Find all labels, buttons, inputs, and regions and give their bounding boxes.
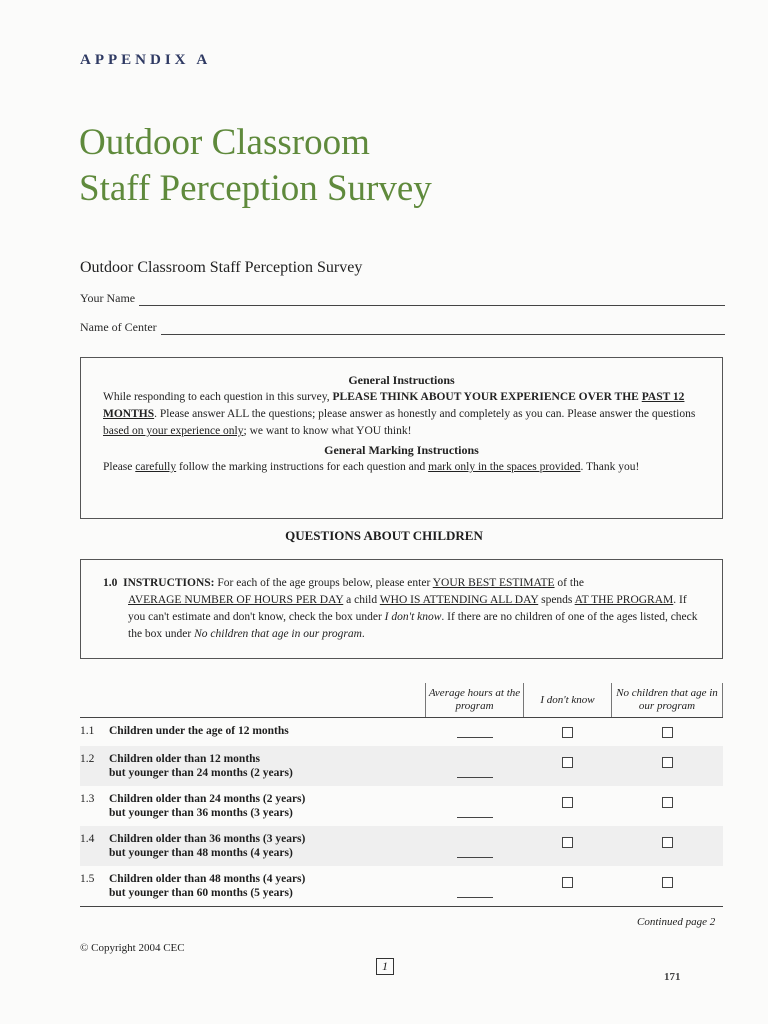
your-name-label: Your Name xyxy=(80,291,136,305)
hours-input[interactable] xyxy=(457,817,493,818)
general-text-6: ; we want to know what YOU think! xyxy=(243,425,412,437)
hours-input[interactable] xyxy=(457,897,493,898)
dont-know-checkbox[interactable] xyxy=(562,757,573,768)
row-label xyxy=(109,832,305,860)
marking-text-5: . Thank you! xyxy=(580,461,640,473)
q-text-13: . xyxy=(361,628,365,640)
general-text-1: While responding to each question in this survey, xyxy=(103,391,333,403)
question-instructions-box xyxy=(80,559,723,659)
general-text-5: based on your experience only xyxy=(103,425,244,437)
form-title: Outdoor Classroom Staff Perception Survey xyxy=(80,259,363,276)
page-box: 1 xyxy=(376,958,394,975)
copyright: © Copyright 2004 CEC xyxy=(80,942,185,954)
col-no-children: No children that age in our program xyxy=(611,683,723,717)
row-number: 1.1 xyxy=(80,725,95,737)
table-row xyxy=(80,786,723,826)
your-name-line[interactable] xyxy=(139,294,725,306)
table-row xyxy=(80,746,723,786)
q-text-5: a child xyxy=(343,594,380,606)
question-instructions-text-cont xyxy=(103,592,700,643)
marking-text-1: Please xyxy=(103,461,136,473)
page-number: 171 xyxy=(664,971,681,983)
section-heading: QUESTIONS ABOUT CHILDREN xyxy=(285,528,483,543)
title-line-2: Staff Perception Survey xyxy=(79,168,432,209)
row-number: 1.3 xyxy=(80,793,95,805)
hours-table xyxy=(80,683,723,907)
hours-input[interactable] xyxy=(457,857,493,858)
hours-input[interactable] xyxy=(457,737,493,738)
row-label xyxy=(109,724,289,738)
center-name-field[interactable] xyxy=(80,319,725,335)
row-label-line1: Children older than 36 months (3 years) xyxy=(109,833,306,845)
row-label-line2: but younger than 36 months (3 years) xyxy=(109,807,293,819)
row-label xyxy=(109,752,293,780)
dont-know-checkbox[interactable] xyxy=(562,877,573,888)
marking-text-2: carefully xyxy=(135,461,177,473)
question-instructions-text xyxy=(103,575,700,592)
general-text-3: PAST 12 MONTHS xyxy=(103,391,685,420)
q-text-11: . If there are no children of one of the ages listed, check the box under xyxy=(128,611,698,640)
marking-text-4: mark only in the spaces provided xyxy=(428,461,581,473)
marking-text-3: follow the marking instructions for each question and xyxy=(176,461,429,473)
q-text-12: No children that age in our program xyxy=(194,628,362,640)
marking-instructions-heading: General Marking Instructions xyxy=(324,443,479,457)
q-text-9: . If you can't estimate and don't know, check the box under xyxy=(128,594,687,623)
row-label-line2: but younger than 60 months (5 years) xyxy=(109,887,293,899)
row-label-line1: Children under the age of 12 months xyxy=(109,725,289,737)
q-text-1: For each of the age groups below, please enter xyxy=(214,577,433,589)
your-name-field[interactable] xyxy=(80,290,725,306)
hours-input[interactable] xyxy=(457,777,493,778)
col-average-hours: Average hours at the program xyxy=(425,683,523,717)
dont-know-checkbox[interactable] xyxy=(562,797,573,808)
row-label-line1: Children older than 12 months xyxy=(109,753,261,765)
row-label-line1: Children older than 24 months (2 years) xyxy=(109,793,306,805)
row-label xyxy=(109,872,305,900)
row-label-line1: Children older than 48 months (4 years) xyxy=(109,873,306,885)
no-children-checkbox[interactable] xyxy=(662,797,673,808)
center-name-label: Name of Center xyxy=(80,320,157,334)
no-children-checkbox[interactable] xyxy=(662,837,673,848)
table-row xyxy=(80,866,723,907)
row-number: 1.5 xyxy=(80,873,95,885)
row-number: 1.2 xyxy=(80,753,95,765)
general-instructions-heading: General Instructions xyxy=(348,373,455,387)
continued-note: Continued page 2 xyxy=(637,916,716,928)
q-text-3: of the xyxy=(554,577,584,589)
question-number: 1.0 xyxy=(103,577,118,589)
table-row xyxy=(80,826,723,866)
page-title xyxy=(79,120,432,212)
row-label-line2: but younger than 24 months (2 years) xyxy=(109,767,293,779)
general-instructions-text xyxy=(103,389,700,440)
table-header xyxy=(80,683,723,718)
title-line-1: Outdoor Classroom xyxy=(79,122,370,163)
no-children-checkbox[interactable] xyxy=(662,877,673,888)
general-text-4: . Please answer ALL the questions; please answer as honestly and completely as you can. Please answer the questions xyxy=(154,408,696,420)
center-name-line[interactable] xyxy=(161,323,725,335)
dont-know-checkbox[interactable] xyxy=(562,727,573,738)
general-instructions-box xyxy=(80,357,723,519)
no-children-checkbox[interactable] xyxy=(662,727,673,738)
general-text-2: PLEASE THINK ABOUT YOUR EXPERIENCE OVER THE xyxy=(332,391,642,403)
col-dont-know: I don't know xyxy=(523,683,611,717)
q-text-6: WHO IS ATTENDING ALL DAY xyxy=(379,594,539,606)
q-text-2: YOUR BEST ESTIMATE xyxy=(432,577,555,589)
q-text-7: spends xyxy=(538,594,575,606)
row-label-line2: but younger than 48 months (4 years) xyxy=(109,847,293,859)
q-text-8: AT THE PROGRAM xyxy=(574,594,674,606)
row-number: 1.4 xyxy=(80,833,95,845)
table-row xyxy=(80,718,723,746)
q-text-10: I don't know xyxy=(384,611,442,623)
instructions-label: INSTRUCTIONS: xyxy=(123,577,215,589)
marking-instructions-text xyxy=(103,459,700,476)
q-text-4: AVERAGE NUMBER OF HOURS PER DAY xyxy=(128,594,344,606)
no-children-checkbox[interactable] xyxy=(662,757,673,768)
dont-know-checkbox[interactable] xyxy=(562,837,573,848)
appendix-label: APPENDIX A xyxy=(80,52,212,68)
row-label xyxy=(109,792,305,820)
